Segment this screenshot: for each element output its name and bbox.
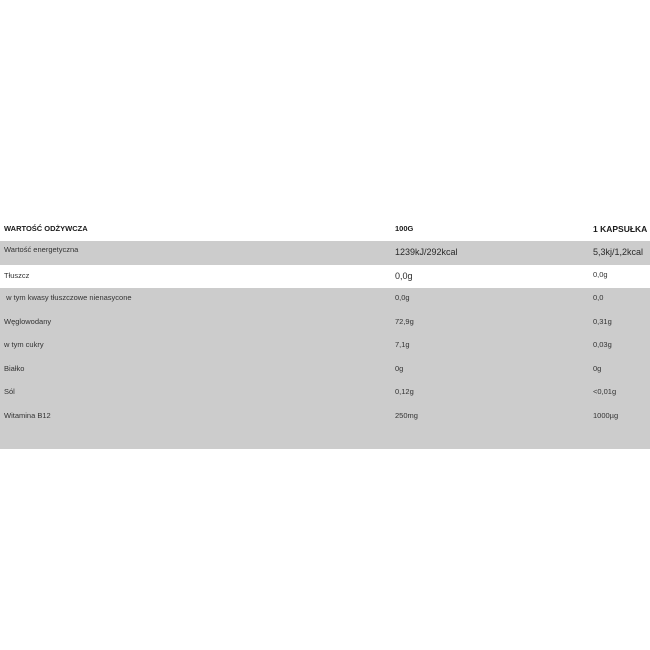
row-per-capsule: 0,03g xyxy=(593,340,612,349)
row-per-100g: 0,12g xyxy=(395,387,414,396)
row-per-capsule: 5,3kj/1,2kcal xyxy=(593,247,644,257)
row-label: Witamina B12 xyxy=(4,410,51,420)
table-row-protein xyxy=(0,359,650,383)
row-per-100g: 250mg xyxy=(395,410,418,420)
row-label: w tym kwasy tłuszczowe nienasycone xyxy=(4,293,132,302)
header-label: WARTOŚĆ ODŻYWCZA xyxy=(4,224,88,233)
table-row-vitamin-b12 xyxy=(0,406,650,430)
row-per-100g: 72,9g xyxy=(395,316,414,326)
row-per-100g: 0,0g xyxy=(395,271,413,281)
row-label: w tym cukry xyxy=(4,340,44,349)
row-per-capsule: 0g xyxy=(593,363,602,373)
table-row-unsaturated-fat xyxy=(0,288,650,312)
row-per-capsule: 0,31g xyxy=(593,316,612,326)
nutrition-table xyxy=(0,220,650,449)
row-label: Białko xyxy=(4,363,25,373)
header-per-100g: 100G xyxy=(395,224,414,233)
table-header-row xyxy=(0,220,650,241)
row-per-100g: 0g xyxy=(395,363,404,373)
table-row-energy xyxy=(0,241,650,265)
row-label: Wartość energetyczna xyxy=(4,245,79,254)
table-row-salt xyxy=(0,382,650,406)
table-body-shaded xyxy=(0,288,650,449)
row-label: Tłuszcz xyxy=(4,271,30,280)
table-row-carbohydrates xyxy=(0,312,650,336)
row-per-capsule: <0,01g xyxy=(593,387,617,396)
table-row-fat xyxy=(0,265,650,288)
row-per-capsule: 0,0 xyxy=(593,293,604,302)
row-per-100g: 0,0g xyxy=(395,293,410,302)
row-per-100g: 7,1g xyxy=(395,340,410,349)
header-per-capsule: 1 KAPSUŁKA xyxy=(593,224,648,234)
row-per-100g: 1239kJ/292kcal xyxy=(395,247,458,257)
row-label: Sól xyxy=(4,387,15,396)
row-per-capsule: 0,0g xyxy=(593,270,608,279)
row-label: Węglowodany xyxy=(4,316,52,326)
table-row-sugars xyxy=(0,335,650,359)
row-per-capsule: 1000µg xyxy=(593,410,619,420)
